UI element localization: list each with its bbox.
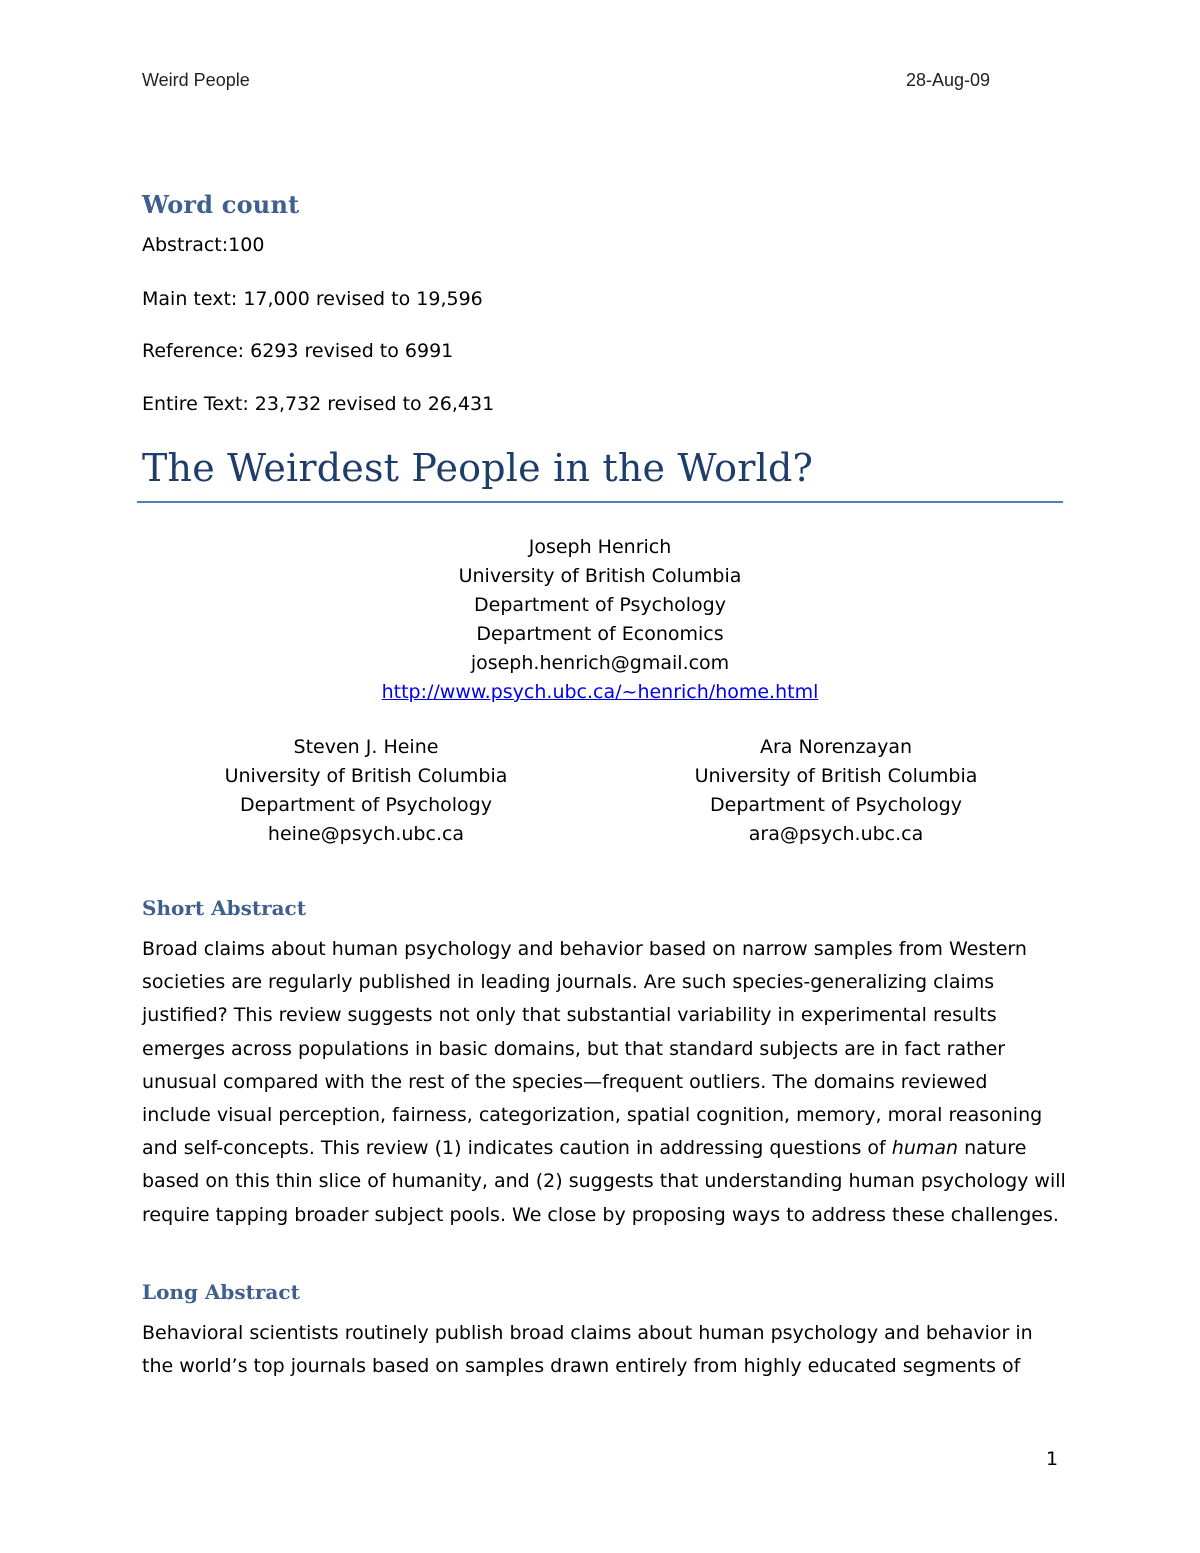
reference-count: Reference: 6293 revised to 6991 [142,340,454,362]
short-abstract-heading: Short Abstract [142,896,306,920]
author-email: ara@psych.ubc.ca [748,823,924,845]
author-joseph-henrich [300,533,900,707]
abstract-line: include visual perception, fairness, categorization, spatial cognition, memory, moral reasoning [142,1104,1043,1127]
document-title: The Weirdest People in the World? [142,446,814,490]
abstract-line: societies are regularly published in leading journals. Are such species-generalizing claims [142,971,995,994]
author-homepage-link[interactable]: http://www.psych.ubc.ca/~henrich/home.html [381,681,819,703]
author-affiliation: University of British Columbia [694,765,978,787]
abstract-line: Broad claims about human psychology and behavior based on narrow samples from Western [142,938,1027,960]
author-department: Department of Psychology [240,794,492,816]
author-steven-heine [166,733,566,849]
abstract-line: based on this thin slice of humanity, and (2) suggests that understanding human psychology will [142,1170,1066,1193]
word-count-heading: Word count [142,190,300,219]
emphasized-word: human [891,1137,959,1160]
author-department: Department of Economics [476,623,724,645]
header-date: 28-Aug-09 [905,70,990,90]
main-text-count: Main text: 17,000 revised to 19,596 [142,288,483,310]
line-text: nature [958,1137,1027,1160]
author-department: Department of Psychology [710,794,962,816]
abstract-line: the world’s top journals based on samples drawn entirely from highly educated segments of [142,1355,1021,1378]
author-name: Steven J. Heine [293,736,439,758]
author-email: heine@psych.ubc.ca [267,823,465,845]
author-affiliation: University of British Columbia [458,565,742,587]
line-text: and self-concepts. This review (1) indicates caution in addressing questions of [142,1137,892,1160]
page-number: 1 [1046,1448,1059,1470]
long-abstract-body [142,1317,1062,1383]
abstract-line: Behavioral scientists routinely publish broad claims about human psychology and behavior in [142,1322,1033,1344]
abstract-count: Abstract:100 [142,234,265,256]
author-affiliation: University of British Columbia [224,765,508,787]
author-department: Department of Psychology [474,594,726,616]
author-email: joseph.henrich@gmail.com [470,652,730,674]
author-ara-norenzayan [636,733,1036,849]
author-name: Joseph Henrich [528,536,672,558]
long-abstract-heading: Long Abstract [142,1280,300,1304]
short-abstract-body [142,933,1066,1232]
abstract-line: justified? This review suggests not only that substantial variability in experimental results [142,1004,997,1027]
abstract-line: require tapping broader subject pools. We close by proposing ways to address these challenges. [142,1203,1059,1226]
entire-text-count: Entire Text: 23,732 revised to 26,431 [142,393,495,415]
header-title: Weird People [142,70,250,90]
abstract-line: emerges across populations in basic domains, but that standard subjects are in fact rather [142,1037,1006,1060]
abstract-line: unusual compared with the rest of the species—frequent outliers. The domains reviewed [142,1070,988,1093]
author-name: Ara Norenzayan [760,736,912,758]
abstract-line [142,1132,1062,1165]
title-underline [137,501,1063,503]
